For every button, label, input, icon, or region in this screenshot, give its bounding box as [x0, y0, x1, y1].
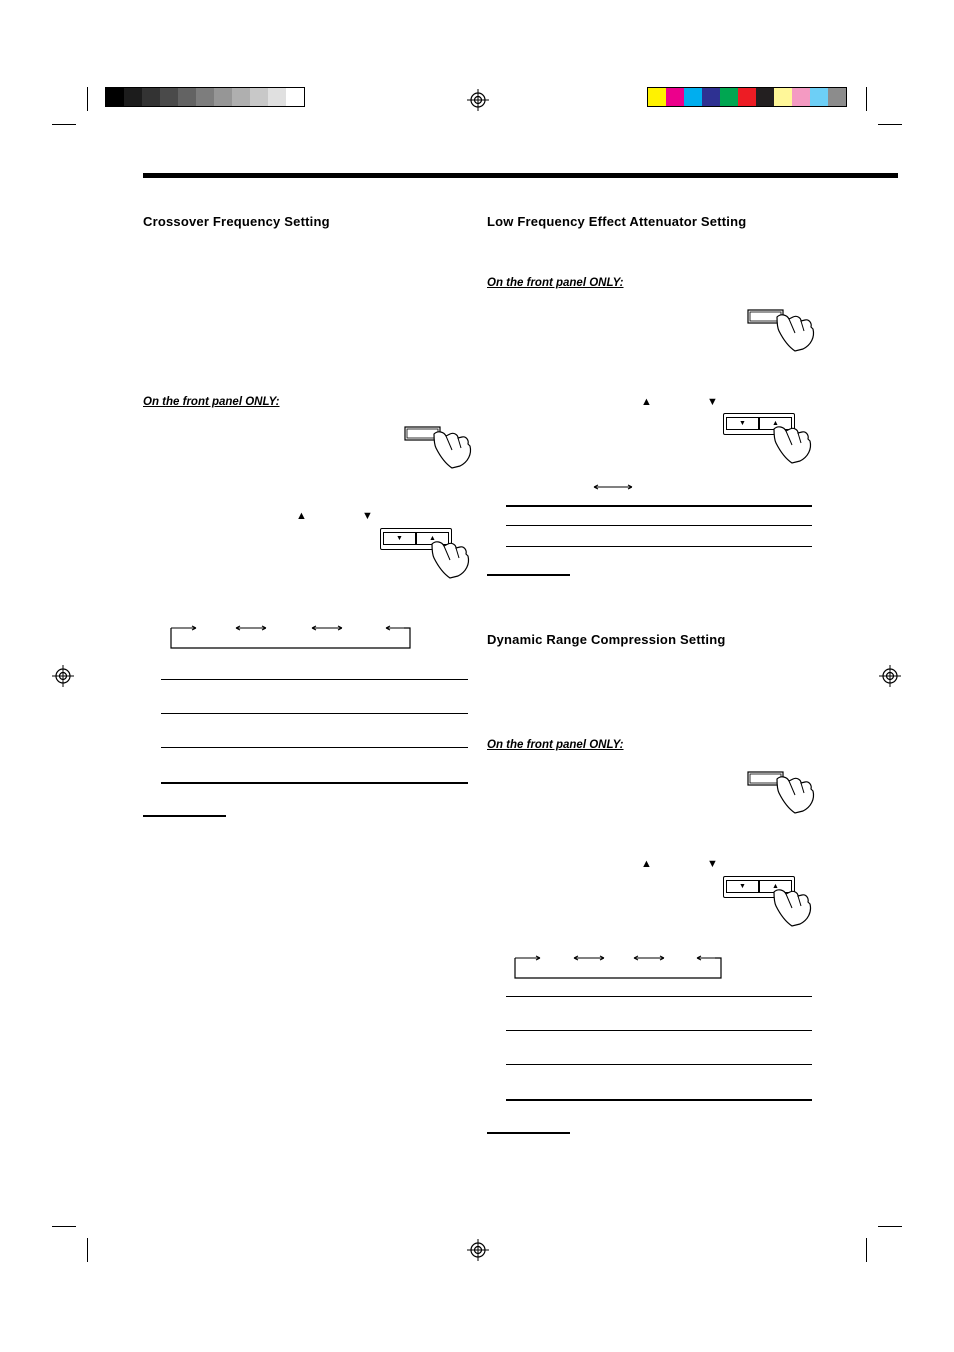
table-rule: [506, 505, 812, 507]
color-swatch: [106, 88, 124, 106]
down-arrow-icon: ▼: [739, 420, 746, 427]
table-rule: [161, 782, 468, 784]
table-rule: [506, 525, 812, 526]
front-panel-button-press-icon: [747, 769, 817, 815]
down-button: [726, 417, 759, 430]
crop-mark: [52, 124, 76, 125]
up-arrow-icon: ▲: [429, 535, 436, 542]
color-swatch: [142, 88, 160, 106]
front-panel-button-press-icon: [404, 424, 474, 470]
front-panel-button-press-icon: [747, 307, 817, 353]
crop-mark: [878, 124, 902, 125]
color-swatch: [250, 88, 268, 106]
color-swatch: [774, 88, 792, 106]
color-calibration-bar: [647, 87, 847, 107]
color-swatch: [286, 88, 304, 106]
registration-target-icon: [467, 89, 489, 111]
table-rule: [506, 546, 812, 547]
drc-cycle-diagram: [514, 950, 724, 980]
dynamic-range-compression-heading: Dynamic Range Compression Setting: [487, 632, 726, 647]
table-rule: [161, 679, 468, 680]
down-arrow-icon: ▼: [396, 535, 403, 542]
up-arrow-icon: ▲: [772, 883, 779, 890]
down-arrow-icon: ▼: [707, 858, 718, 870]
color-swatch: [738, 88, 756, 106]
front-panel-only-note: On the front panel ONLY:: [487, 277, 624, 289]
crop-mark: [866, 1238, 867, 1262]
color-swatch: [232, 88, 250, 106]
table-rule: [506, 1099, 812, 1101]
crop-mark: [87, 87, 88, 111]
crossover-cycle-diagram: [170, 620, 412, 650]
pressing-hand-icon: [770, 886, 814, 928]
table-rule: [506, 1064, 812, 1065]
down-button: [726, 880, 759, 893]
table-rule: [506, 996, 812, 997]
table-rule: [506, 1030, 812, 1031]
down-arrow-icon: ▼: [707, 396, 718, 408]
front-panel-only-note: On the front panel ONLY:: [143, 396, 280, 408]
up-arrow-icon: ▲: [641, 396, 652, 408]
color-swatch: [648, 88, 666, 106]
color-swatch: [828, 88, 846, 106]
note-rule: [487, 1132, 570, 1134]
note-rule: [143, 815, 226, 817]
color-swatch: [124, 88, 142, 106]
color-swatch: [196, 88, 214, 106]
color-swatch: [268, 88, 286, 106]
down-button: [383, 532, 416, 545]
registration-target-icon: [52, 665, 74, 687]
registration-target-icon: [467, 1239, 489, 1261]
color-swatch: [178, 88, 196, 106]
page-title-rule: [143, 173, 898, 178]
crop-mark: [866, 87, 867, 111]
crop-mark: [87, 1238, 88, 1262]
color-swatch: [684, 88, 702, 106]
down-arrow-icon: ▼: [362, 510, 373, 522]
gray-calibration-bar: [105, 87, 305, 107]
color-swatch: [756, 88, 774, 106]
registration-target-icon: [879, 665, 901, 687]
pressing-hand-icon: [770, 423, 814, 465]
color-swatch: [720, 88, 738, 106]
color-swatch: [666, 88, 684, 106]
up-arrow-icon: ▲: [296, 510, 307, 522]
color-swatch: [214, 88, 232, 106]
crop-mark: [878, 1226, 902, 1227]
color-swatch: [810, 88, 828, 106]
table-rule: [161, 713, 468, 714]
up-arrow-icon: ▲: [772, 420, 779, 427]
up-arrow-icon: ▲: [641, 858, 652, 870]
color-swatch: [702, 88, 720, 106]
color-swatch: [160, 88, 178, 106]
pressing-hand-icon: [428, 538, 472, 580]
color-swatch: [792, 88, 810, 106]
crossover-frequency-heading: Crossover Frequency Setting: [143, 214, 330, 229]
table-rule: [161, 747, 468, 748]
crop-mark: [52, 1226, 76, 1227]
lfe-toggle-arrow-icon: [592, 482, 634, 492]
lfe-attenuator-heading: Low Frequency Effect Attenuator Setting: [487, 214, 747, 229]
front-panel-only-note: On the front panel ONLY:: [487, 739, 624, 751]
down-arrow-icon: ▼: [739, 883, 746, 890]
note-rule: [487, 574, 570, 576]
